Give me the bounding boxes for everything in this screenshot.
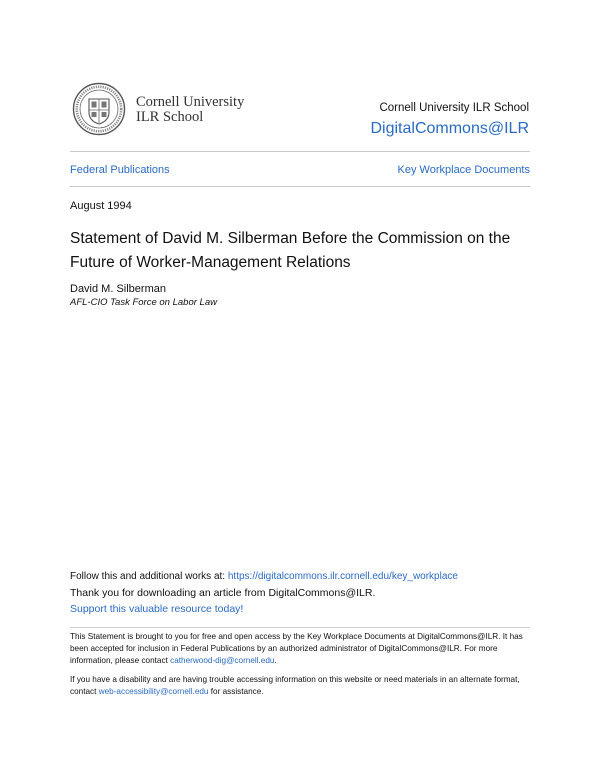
logo-wordmark [136,95,244,125]
accessibility-end: for assistance. [208,687,264,696]
key-workplace-url-link[interactable]: https://digitalcommons.ilr.cornell.edu/key_workplace [227,571,458,582]
follow-prefix: Follow this and additional works at: [70,571,228,582]
thanks-line: Thank you for downloading an article from DigitalCommons@ILR. [70,587,376,599]
author-affiliation: AFL-CIO Task Force on Labor Law [70,297,217,308]
repository-header [370,102,529,138]
catherwood-email-link[interactable]: catherwood-dig@cornell.edu [170,656,275,665]
accessibility-text: If you have a disability and are having trouble accessing information on this website or need materials in an alternate format, contact [70,675,520,696]
publication-date: August 1994 [70,200,132,212]
access-statement [70,631,532,667]
access-statement-text: This Statement is brought to you for free and open access by the Key Workplace Documents at DigitalCommons@ILR. It has been accepted for inclusion in Federal Publications by an authorized administrator of DigitalCommons@ILR. For more information, please contact [70,632,523,665]
digitalcommons-link[interactable]: DigitalCommons@ILR [370,120,529,137]
author-name: David M. Silberman [70,283,166,295]
cornell-seal-icon [72,82,126,136]
nav-divider [70,186,530,187]
document-title: Statement of David M. Silberman Before the Commission on the Future of Worker-Management Relations [70,230,511,271]
school-name: Cornell University ILR School [379,102,529,114]
logo-line-school: ILR School [136,109,204,125]
logo-line-university: Cornell University [136,94,245,110]
access-statement-end: . [274,656,277,665]
key-workplace-documents-link[interactable]: Key Workplace Documents [397,164,530,176]
footer-divider [70,627,530,628]
cornell-ilr-logo[interactable] [72,82,272,138]
follow-line [70,571,458,582]
header-divider [70,151,530,152]
support-resource-link[interactable]: Support this valuable resource today! [70,603,244,615]
federal-publications-link[interactable]: Federal Publications [70,164,170,176]
accessibility-statement [70,674,532,698]
web-accessibility-email-link[interactable]: web-accessibility@cornell.edu [98,687,209,696]
